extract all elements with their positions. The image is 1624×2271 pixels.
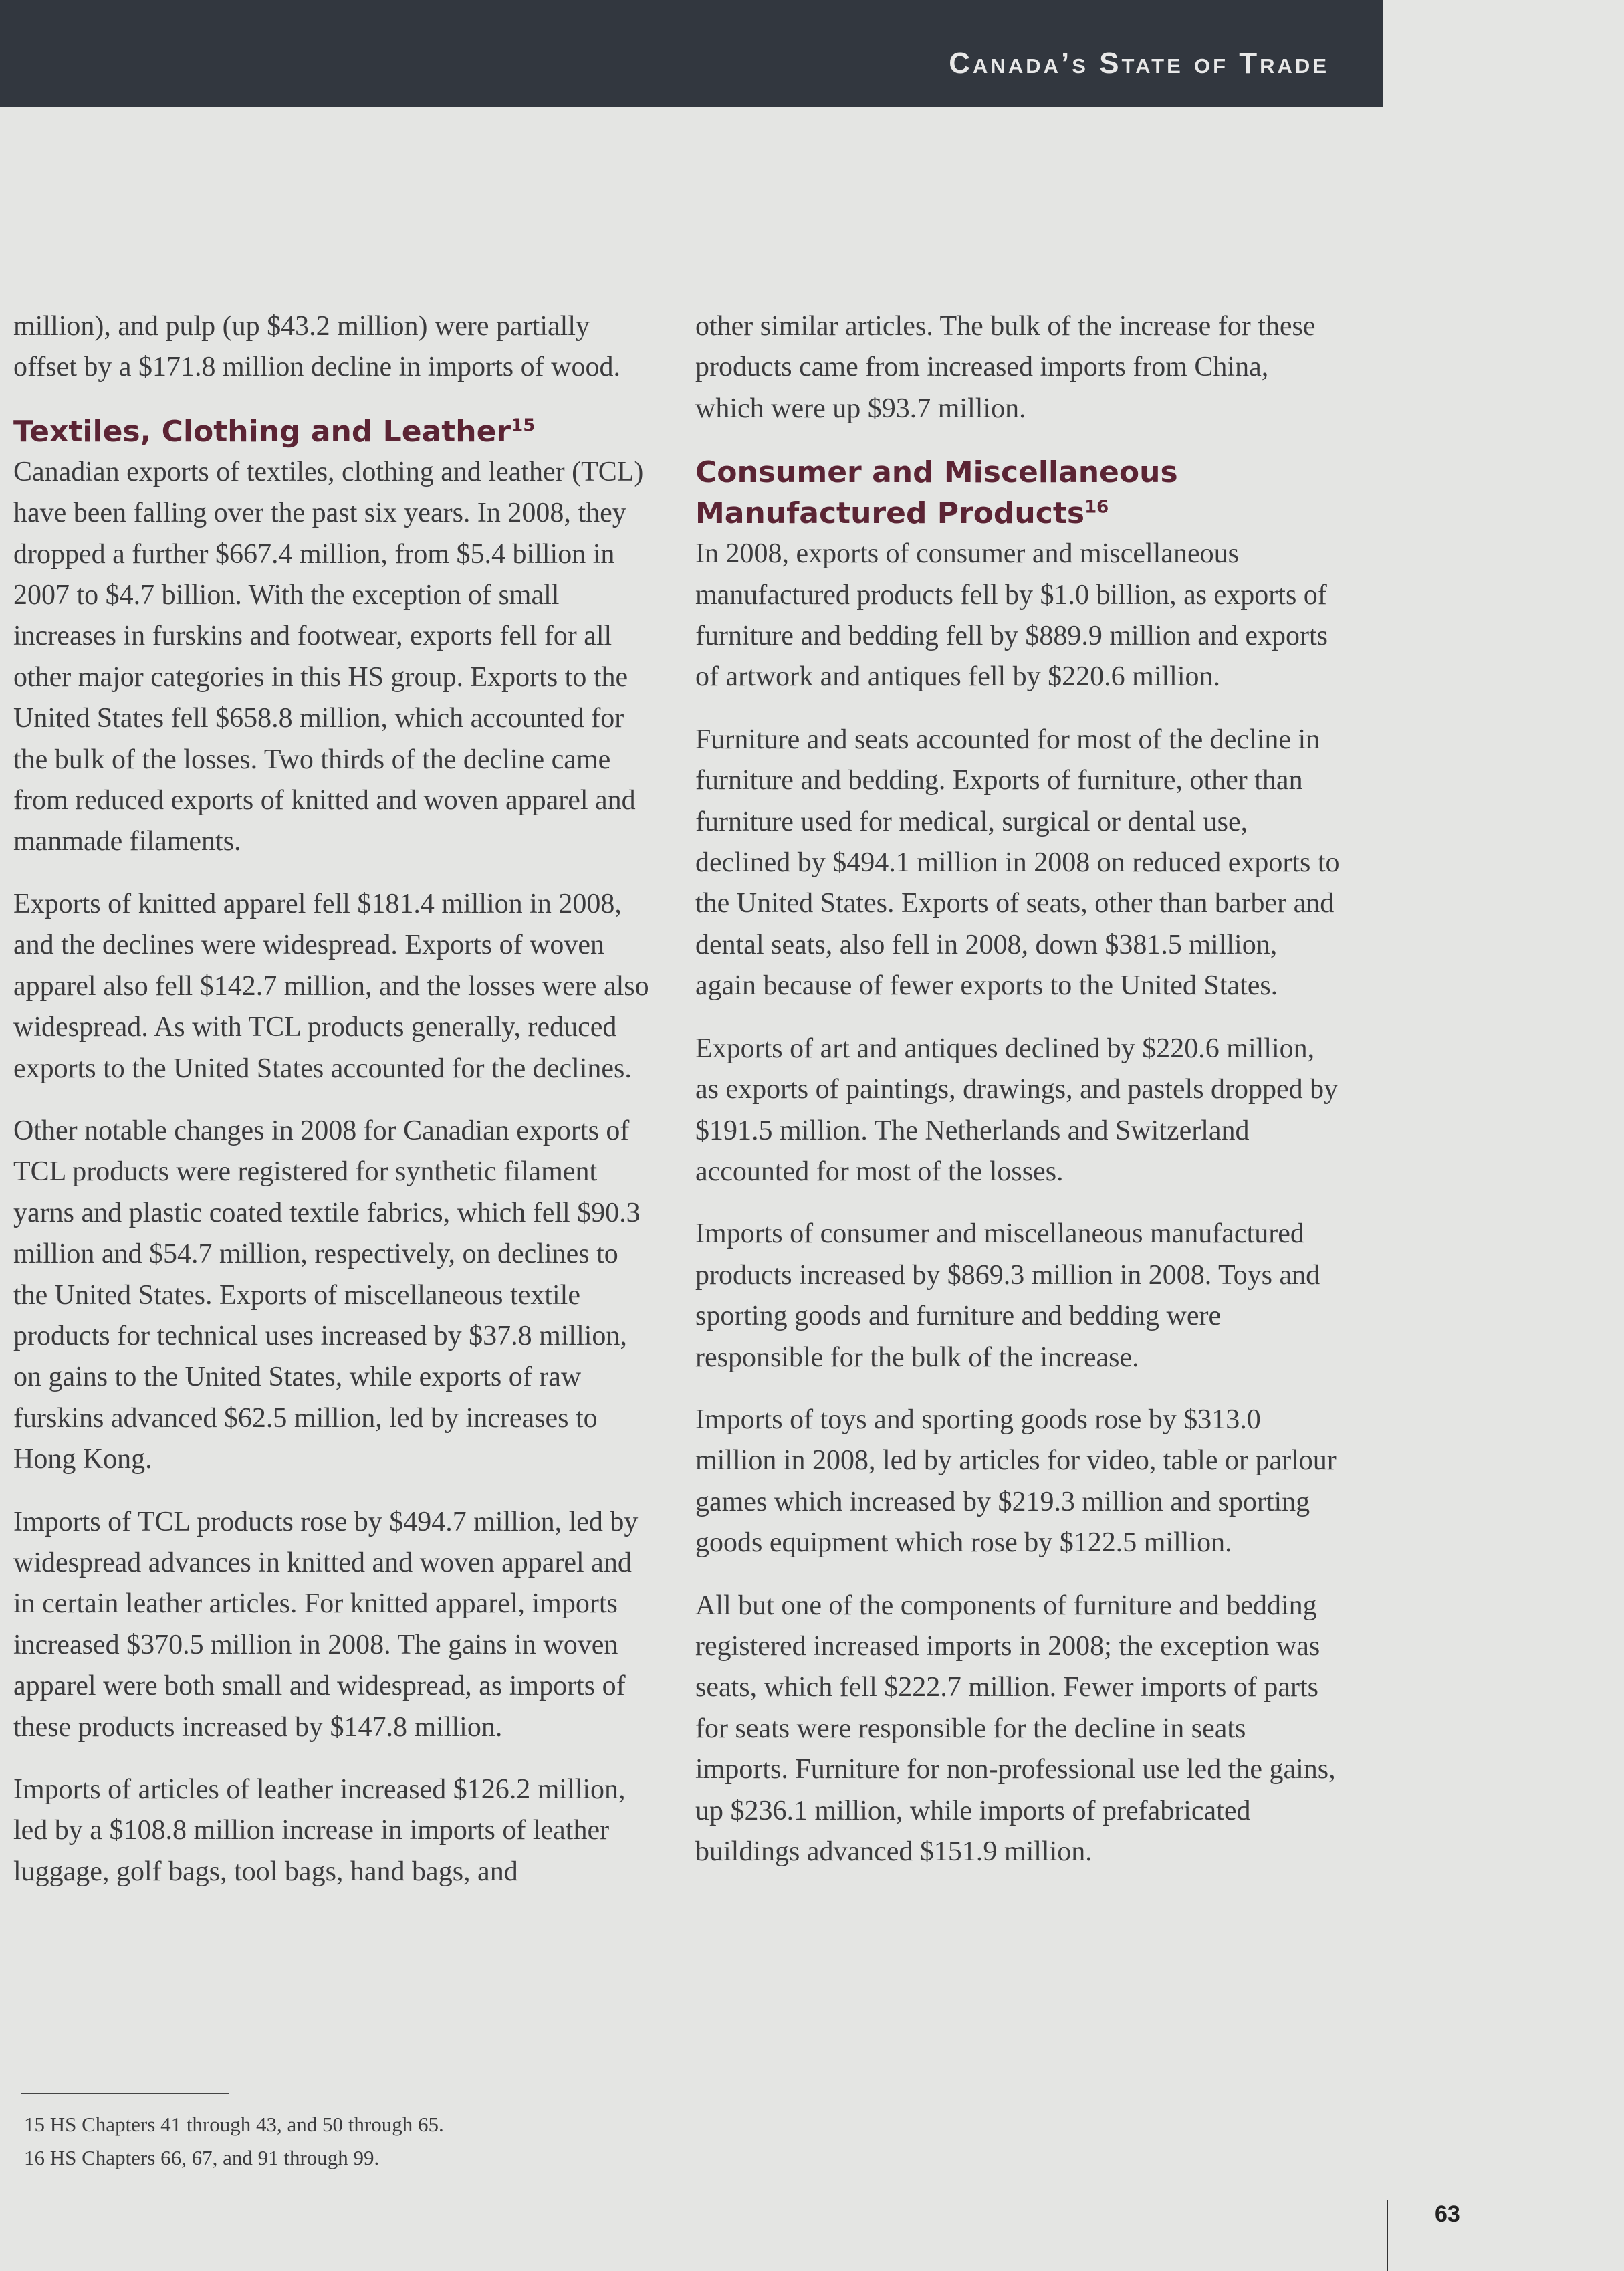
paragraph: million), and pulp (up $43.2 million) were partially offset by a $171.8 million decline in imports of wood.	[13, 311, 620, 383]
footnote-divider	[21, 2093, 229, 2094]
page-number: 63	[1435, 2201, 1460, 2227]
paragraph: Imports of articles of leather increased $126.2 million, led by a $108.8 million increase in imports of leather luggage, golf bags, tool bags, hand bags, and	[13, 1774, 626, 1887]
heading-text: Consumer and Miscellaneous Manufactured Products	[695, 455, 1178, 531]
header-band	[0, 0, 1383, 107]
paragraph: Imports of consumer and miscellaneous manufactured products increased by $869.3 million in 2008. Toys and sporting goods and furniture and bedding were responsible for the bulk of the increase.	[695, 1218, 1320, 1373]
footnote-ref: 16	[1084, 497, 1109, 518]
paragraph: Furniture and seats accounted for most of the decline in furniture and bedding. Exports of furniture, other than furniture used for medical, surgical or dental use, declined by $494.1 million in 2008 on reduced exports to the United States. Exports of seats, other than barber and dental seats, also fell in 2008, down $381.5 million, again because of fewer exports to the United States.	[695, 724, 1340, 1002]
paragraph: All but one of the components of furniture and bedding registered increased imports in 2008; the exception was seats, which fell $222.7 million. Fewer imports of parts for seats were responsible for the decline in seats imports. Furniture for non-professional use led the gains, up $236.1 million, while imports of prefabricated buildings advanced $151.9 million.	[695, 1590, 1336, 1867]
section-heading-consumer	[695, 452, 1344, 534]
paragraph: other similar articles. The bulk of the increase for these products came from increased imports from China, which were up $93.7 million.	[695, 311, 1316, 424]
paragraph: In 2008, exports of consumer and miscellaneous manufactured products fell by $1.0 billion, as exports of furniture and bedding fell by $889.9 million and exports of artwork and antiques fell by $220.6 million.	[695, 538, 1328, 693]
footnote: 15 HS Chapters 41 through 43, and 50 through 65.	[24, 2113, 444, 2136]
footnote: 16 HS Chapters 66, 67, and 91 through 99.	[24, 2146, 380, 2169]
paragraph: Imports of TCL products rose by $494.7 million, led by widespread advances in knitted and woven apparel and in certain leather articles. For knitted apparel, imports increased $370.5 million in 2008. The gains in woven apparel were both small and widespread, as imports of these products increased by $147.8 million.	[13, 1506, 639, 1743]
footnotes	[24, 2108, 693, 2175]
section-heading-textiles	[13, 411, 655, 452]
page-number-divider	[1387, 2200, 1388, 2271]
paragraph: Other notable changes in 2008 for Canadian exports of TCL products were registered for synthetic filament yarns and plastic coated textile fabrics, which fell $90.3 million and $54.7 million, respectively, on declines to the United States. Exports of miscellaneous textile products for technical uses increased by $37.8 million, on gains to the United States, while exports of raw furskins advanced $62.5 million, led by increases to Hong Kong.	[13, 1115, 641, 1475]
heading-text: Textiles, Clothing and Leather	[13, 414, 511, 449]
left-column	[13, 306, 655, 1914]
paragraph: Exports of art and antiques declined by $220.6 million, as exports of paintings, drawings, and pastels dropped by $191.5 million. The Netherlands and Switzerland accounted for most of the losses.	[695, 1033, 1339, 1187]
paragraph: Exports of knitted apparel fell $181.4 million in 2008, and the declines were widespread. Exports of woven apparel also fell $142.7 million, and the losses were also widespread. As with TCL products generally, reduced exports to the United States accounted for the declines.	[13, 888, 649, 1084]
right-column	[695, 306, 1344, 1894]
paragraph: Canadian exports of textiles, clothing and leather (TCL) have been falling over the past six years. In 2008, they dropped a further $667.4 million, from $5.4 billion in 2007 to $4.7 billion. With the exception of small increases in furskins and footwear, exports fell for all other major categories in this HS group. Exports to the United States fell $658.8 million, which accounted for the bulk of the losses. Two thirds of the decline came from reduced exports of knitted and woven apparel and manmade filaments.	[13, 456, 644, 857]
footnote-ref: 15	[511, 415, 536, 436]
paragraph: Imports of toys and sporting goods rose by $313.0 million in 2008, led by articles for video, table or parlour games which increased by $219.3 million and sporting goods equipment which rose by $122.5 million.	[695, 1404, 1337, 1559]
running-title: Canada’s State of Trade	[949, 47, 1329, 80]
